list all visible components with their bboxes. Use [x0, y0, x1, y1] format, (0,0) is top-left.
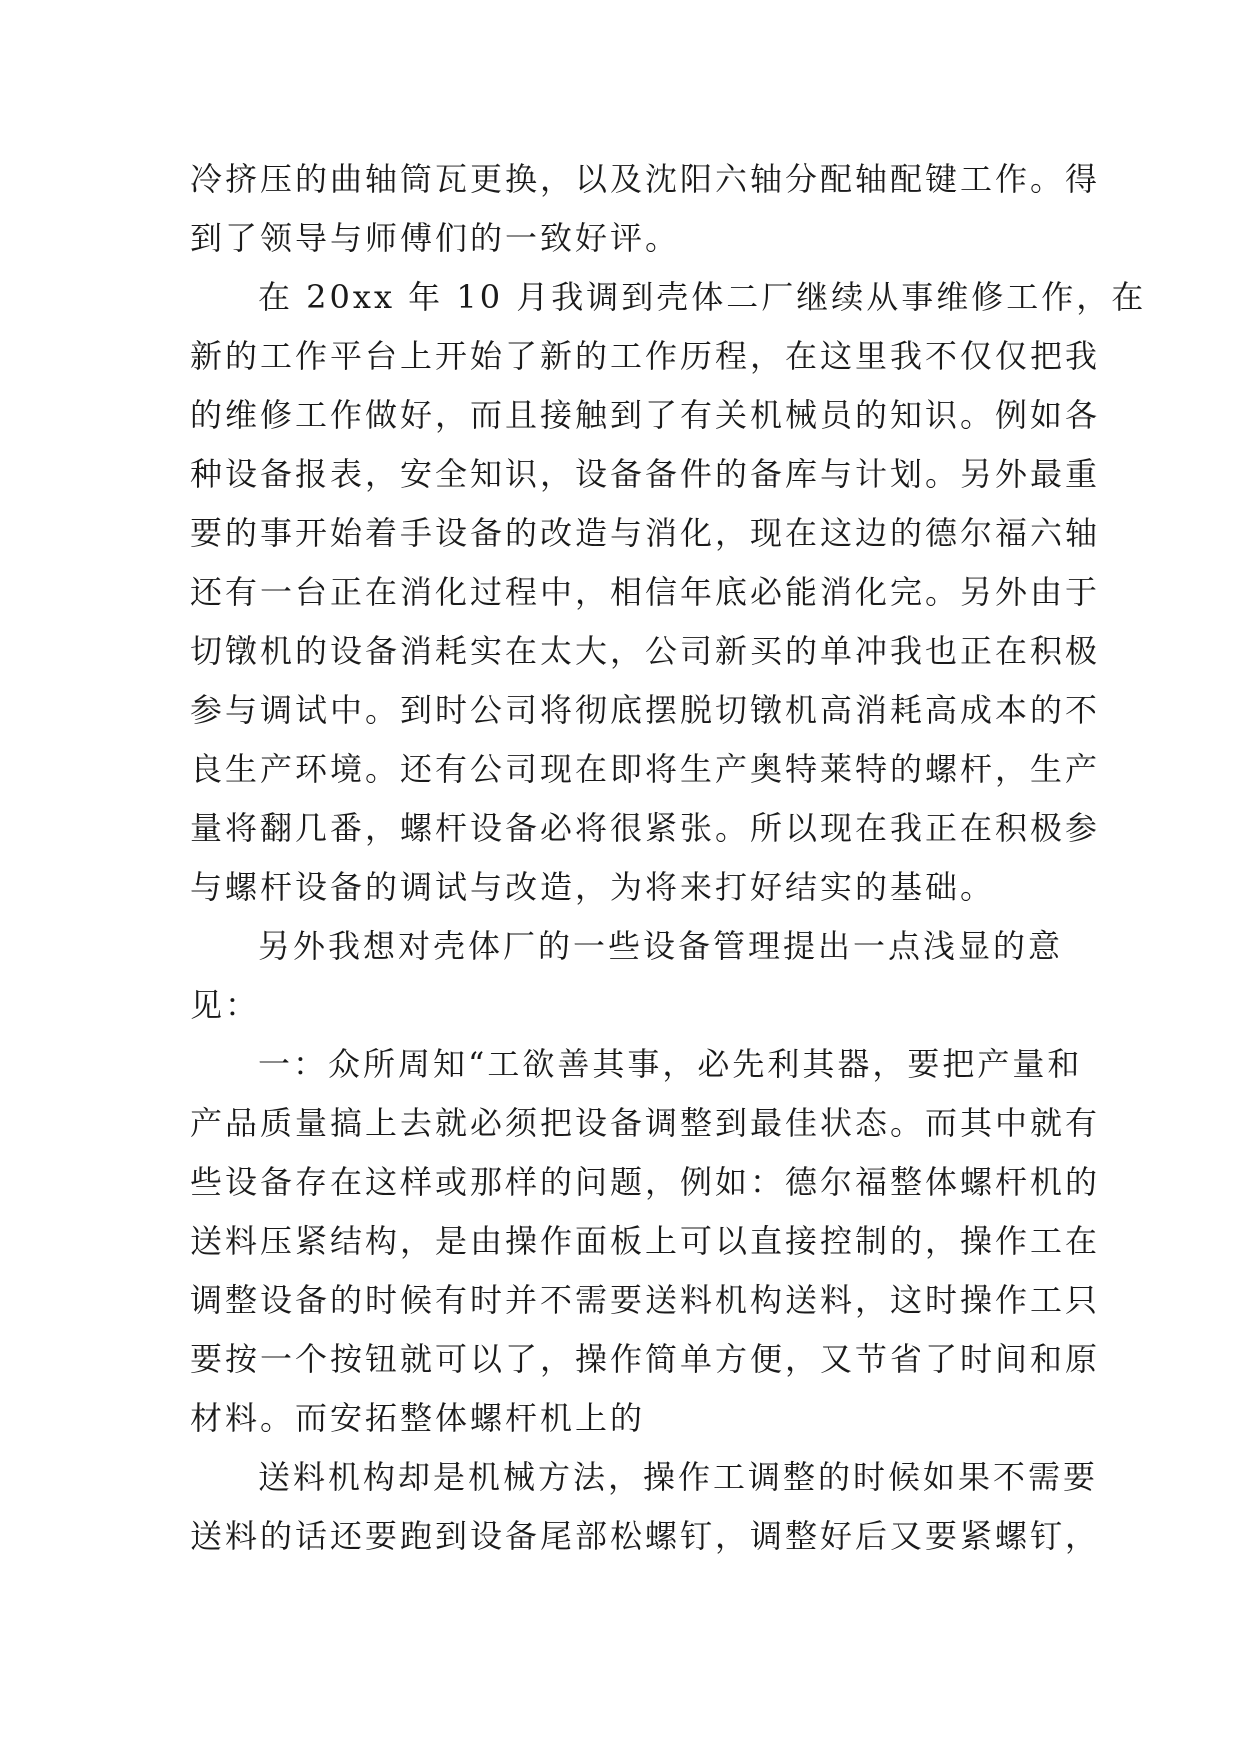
text-line: 调整设备的时候有时并不需要送料机构送料，这时操作工只: [190, 1281, 1101, 1319]
text-line: 另外我想对壳体厂的一些设备管理提出一点浅显的意: [258, 927, 1064, 965]
text-line: 与螺杆设备的调试与改造，为将来打好结实的基础。: [190, 868, 996, 906]
paragraph-4: [190, 1035, 1101, 1448]
text-line: 新的工作平台上开始了新的工作历程，在这里我不仅仅把我: [190, 337, 1101, 375]
text-line: 还有一台正在消化过程中，相信年底必能消化完。另外由于: [190, 573, 1101, 611]
text-line: 见：: [190, 986, 261, 1024]
document-body: [190, 150, 1147, 1566]
text-line: 些设备存在这样或那样的问题，例如：德尔福整体螺杆机的: [190, 1163, 1101, 1201]
text-line: 冷挤压的曲轴筒瓦更换，以及沈阳六轴分配轴配键工作。得: [190, 160, 1101, 198]
text-line: 切镦机的设备消耗实在太大，公司新买的单冲我也正在积极: [190, 632, 1101, 670]
text-line: 材料。而安拓整体螺杆机上的: [190, 1399, 646, 1437]
text-line: 参与调试中。到时公司将彻底摆脱切镦机高消耗高成本的不: [190, 691, 1101, 729]
text-line: 送料压紧结构，是由操作面板上可以直接控制的，操作工在: [190, 1222, 1101, 1260]
text-line: 要按一个按钮就可以了，操作简单方便，又节省了时间和原: [190, 1340, 1101, 1378]
paragraph-2: [190, 268, 1147, 917]
text-line: 送料机构却是机械方法，操作工调整的时候如果不需要: [258, 1458, 1099, 1496]
paragraph-3: [190, 917, 1064, 1035]
text-line: 种设备报表，安全知识，设备备件的备库与计划。另外最重: [190, 455, 1101, 493]
text-line: 的维修工作做好，而且接触到了有关机械员的知识。例如各: [190, 396, 1101, 434]
text-line: 送料的话还要跑到设备尾部松螺钉，调整好后又要紧螺钉，: [190, 1517, 1101, 1555]
text-line: 产品质量搞上去就必须把设备调整到最佳状态。而其中就有: [190, 1104, 1101, 1142]
text-line: 良生产环境。还有公司现在即将生产奥特莱特的螺杆，生产: [190, 750, 1101, 788]
paragraph-1: [190, 150, 1101, 268]
text-line: 一：众所周知“工欲善其事，必先利其器，要把产量和: [258, 1045, 1083, 1083]
text-line: 要的事开始着手设备的改造与消化，现在这边的德尔福六轴: [190, 514, 1101, 552]
paragraph-5: [190, 1448, 1101, 1566]
text-line: 量将翻几番，螺杆设备必将很紧张。所以现在我正在积极参: [190, 809, 1101, 847]
text-line: 到了领导与师傅们的一致好评。: [190, 219, 681, 257]
text-line: 在 20xx 年 10 月我调到壳体二厂继续从事维修工作，在: [258, 278, 1147, 316]
